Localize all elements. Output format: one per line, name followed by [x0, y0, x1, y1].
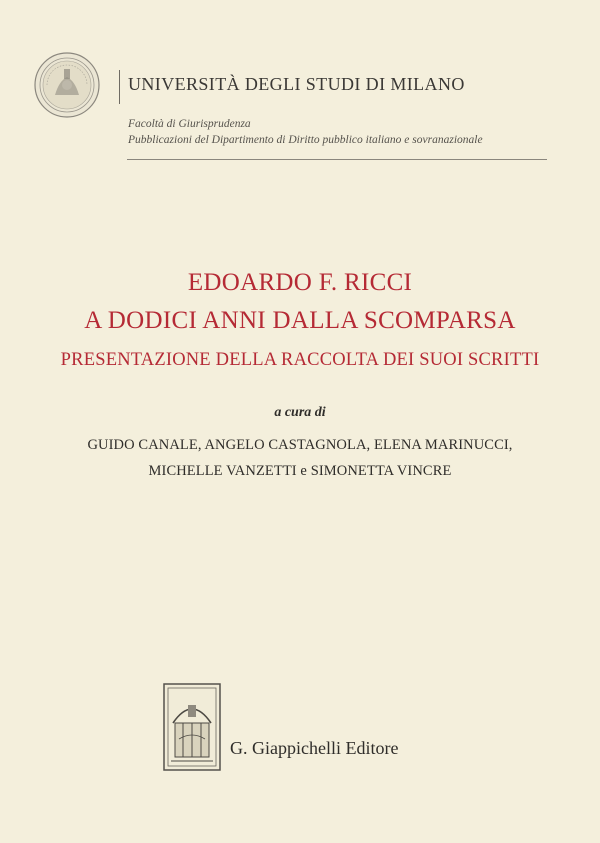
header-rule: [127, 159, 547, 160]
university-name: UNIVERSITÀ DEGLI STUDI DI MILANO: [128, 74, 465, 94]
title-line-2: A DODICI ANNI DALLA SCOMPARSA: [84, 307, 516, 334]
curated-by-label: a cura di: [274, 405, 326, 420]
editors-line-2: MICHELLE VANZETTI e SIMONETTA VINCRE: [148, 463, 452, 479]
publisher-name: G. Giappichelli Editore: [230, 738, 399, 758]
series-name: Pubblicazioni del Dipartimento di Diritto pubblico italiano e sovranazionale: [128, 134, 483, 146]
university-seal-icon: [33, 51, 101, 119]
title-line-1: EDOARDO F. RICCI: [187, 269, 413, 296]
publisher-logo-icon: [163, 683, 221, 771]
subtitle: PRESENTAZIONE DELLA RACCOLTA DEI SUOI SCRITTI: [60, 350, 540, 370]
faculty-info: [128, 116, 483, 148]
editors-line-1: GUIDO CANALE, ANGELO CASTAGNOLA, ELENA MARINUCCI,: [87, 437, 513, 453]
faculty-name: Facoltà di Giurisprudenza: [128, 118, 251, 130]
header-divider: [119, 70, 120, 104]
